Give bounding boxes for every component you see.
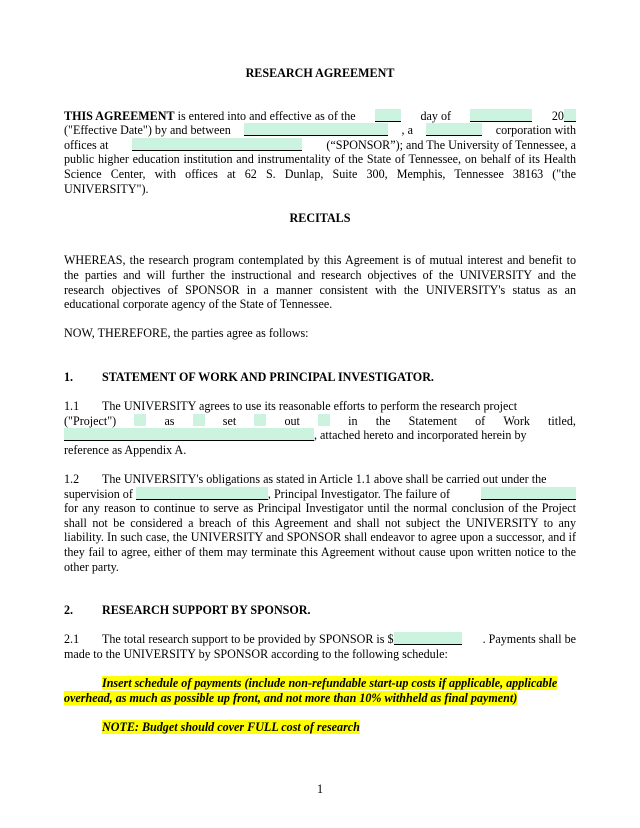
year-field[interactable] [564,109,576,122]
intro-lead: THIS AGREEMENT [64,108,175,123]
section-2-heading: 2. RESEARCH SUPPORT BY SPONSOR. [64,603,311,618]
document-page: RESEARCH AGREEMENT THIS AGREEMENT is entered into and effective as of the day of 20 ("Effective Date") by and between , a corporation with offices at (“SPONSOR”); and The University of Tennessee, a public higher education institution and instrumentality of the State of Tennessee, on behalf of its Health Science Center, with offices at 62 S. Dunlap, Suite 300, Memphis, Tennessee 38163 ("the UNIVERSITY"). RECITALS WHEREAS, the research program contemplated by this Agreement is of mutual interest and benefit to the parties and will further the instructional and research objectives of the UNIVERSITY and the research objectives of SPONSOR in a manner consistent with the UNIVERSITY's status as an educational corporate agency of the State of Tennessee. NOW, THEREFORE, the parties agree as follows: 1. STATEMENT OF WORK AND PRINCIPAL INVESTIGATOR. 1.1 The UNIVERSITY agrees to use its reasonable efforts to perform the research project ("Project") as set out in the Statement of Work titled, , attached hereto and incorporated herein by reference as Appendix A. 1.2 The UNIVERSITY's obligations as stated in Article 1.1 above shall be carried out under the supervision of , Principal Investigator. The failure of for any reason to continue to serve as Principal Investigator until the normal conclusion of the Project shall not be considered a breach of this Agreement and shall not subject the UNIVERSITY to any liability. In such case, the UNIVERSITY and SPONSOR shall endeavor to agree upon a successor, and if they fail to agree, either of them may terminate this Agreement without cause upon written notice to the other party. 2. RESEARCH SUPPORT BY SPONSOR. 2.1 The total research support to be provided by SPONSOR is $ . Payments shall be made to the UNIVERSITY by SPONSOR according to the following schedule: Insert schedule of payments (include non-refundable start-up costs if applicable, applicable overhead, as much as possible up front, and not more than 10% withheld as final payment) NOTE: Budget should cover FULL cost of research 1 [0,0,640,828]
paragraph-1-1: 1.1 The UNIVERSITY agrees to use its reasonable efforts to perform the research project ("Project") as set out in the Statement of Work titled, , attached hereto and incorporated herein by reference as Appendix A. [64,399,576,457]
support-amount-field[interactable] [394,632,462,645]
intro-paragraph: THIS AGREEMENT is entered into and effective as of the day of 20 ("Effective Date") by and between , a corporation with offices at (“SPONSOR”); and The University of Tennessee, a public higher education institution and instrumentality of the State of Tennessee, on behalf of its Health Science Center, with offices at 62 S. Dunlap, Suite 300, Memphis, Tennessee 38163 ("the UNIVERSITY"). [64,108,576,196]
payment-schedule-instruction: Insert schedule of payments (include non-refundable start-up costs if applicable, applicable [102,676,558,691]
corporation-state-field[interactable] [426,123,482,136]
statement-of-work-title-field[interactable] [64,428,314,441]
paragraph-2-1: 2.1 The total research support to be provided by SPONSOR is $ . Payments shall be made to the UNIVERSITY by SPONSOR according to the following schedule: [64,632,576,661]
sponsor-name-field[interactable] [244,123,388,136]
pi-name-field[interactable] [136,487,268,500]
now-therefore-paragraph: NOW, THEREFORE, the parties agree as follows: [64,326,309,341]
budget-note: NOTE: Budget should cover FULL cost of research [102,719,360,734]
paragraph-1-2: 1.2 The UNIVERSITY's obligations as stated in Article 1.1 above shall be carried out under the supervision of , Principal Investigator. The failure of for any reason to continue to serve as Principal Investigator until the normal conclusion of the Project shall not be considered a breach of this Agreement and shall not subject the UNIVERSITY to any liability. In such case, the UNIVERSITY and SPONSOR shall endeavor to agree upon a successor, and if they fail to agree, either of them may terminate this Agreement without cause upon written notice to the other party. [64,472,576,574]
page-number: 1 [316,782,324,796]
section-1-heading: 1. STATEMENT OF WORK AND PRINCIPAL INVESTIGATOR. [64,369,434,384]
day-field[interactable] [375,109,401,122]
whereas-paragraph: WHEREAS, the research program contemplated by this Agreement is of mutual interest and benefit to the parties and will further the instructional and research objectives of the UNIVERSITY and the research objectives of SPONSOR in a manner consistent with the UNIVERSITY's status as an educational corporate agency of the State of Tennessee. [64,253,576,312]
pi-name-field-2[interactable] [481,487,576,500]
month-field[interactable] [470,109,532,122]
sponsor-address-field[interactable] [132,138,302,151]
recitals-heading: RECITALS [289,210,351,225]
document-title: RESEARCH AGREEMENT [245,66,395,80]
